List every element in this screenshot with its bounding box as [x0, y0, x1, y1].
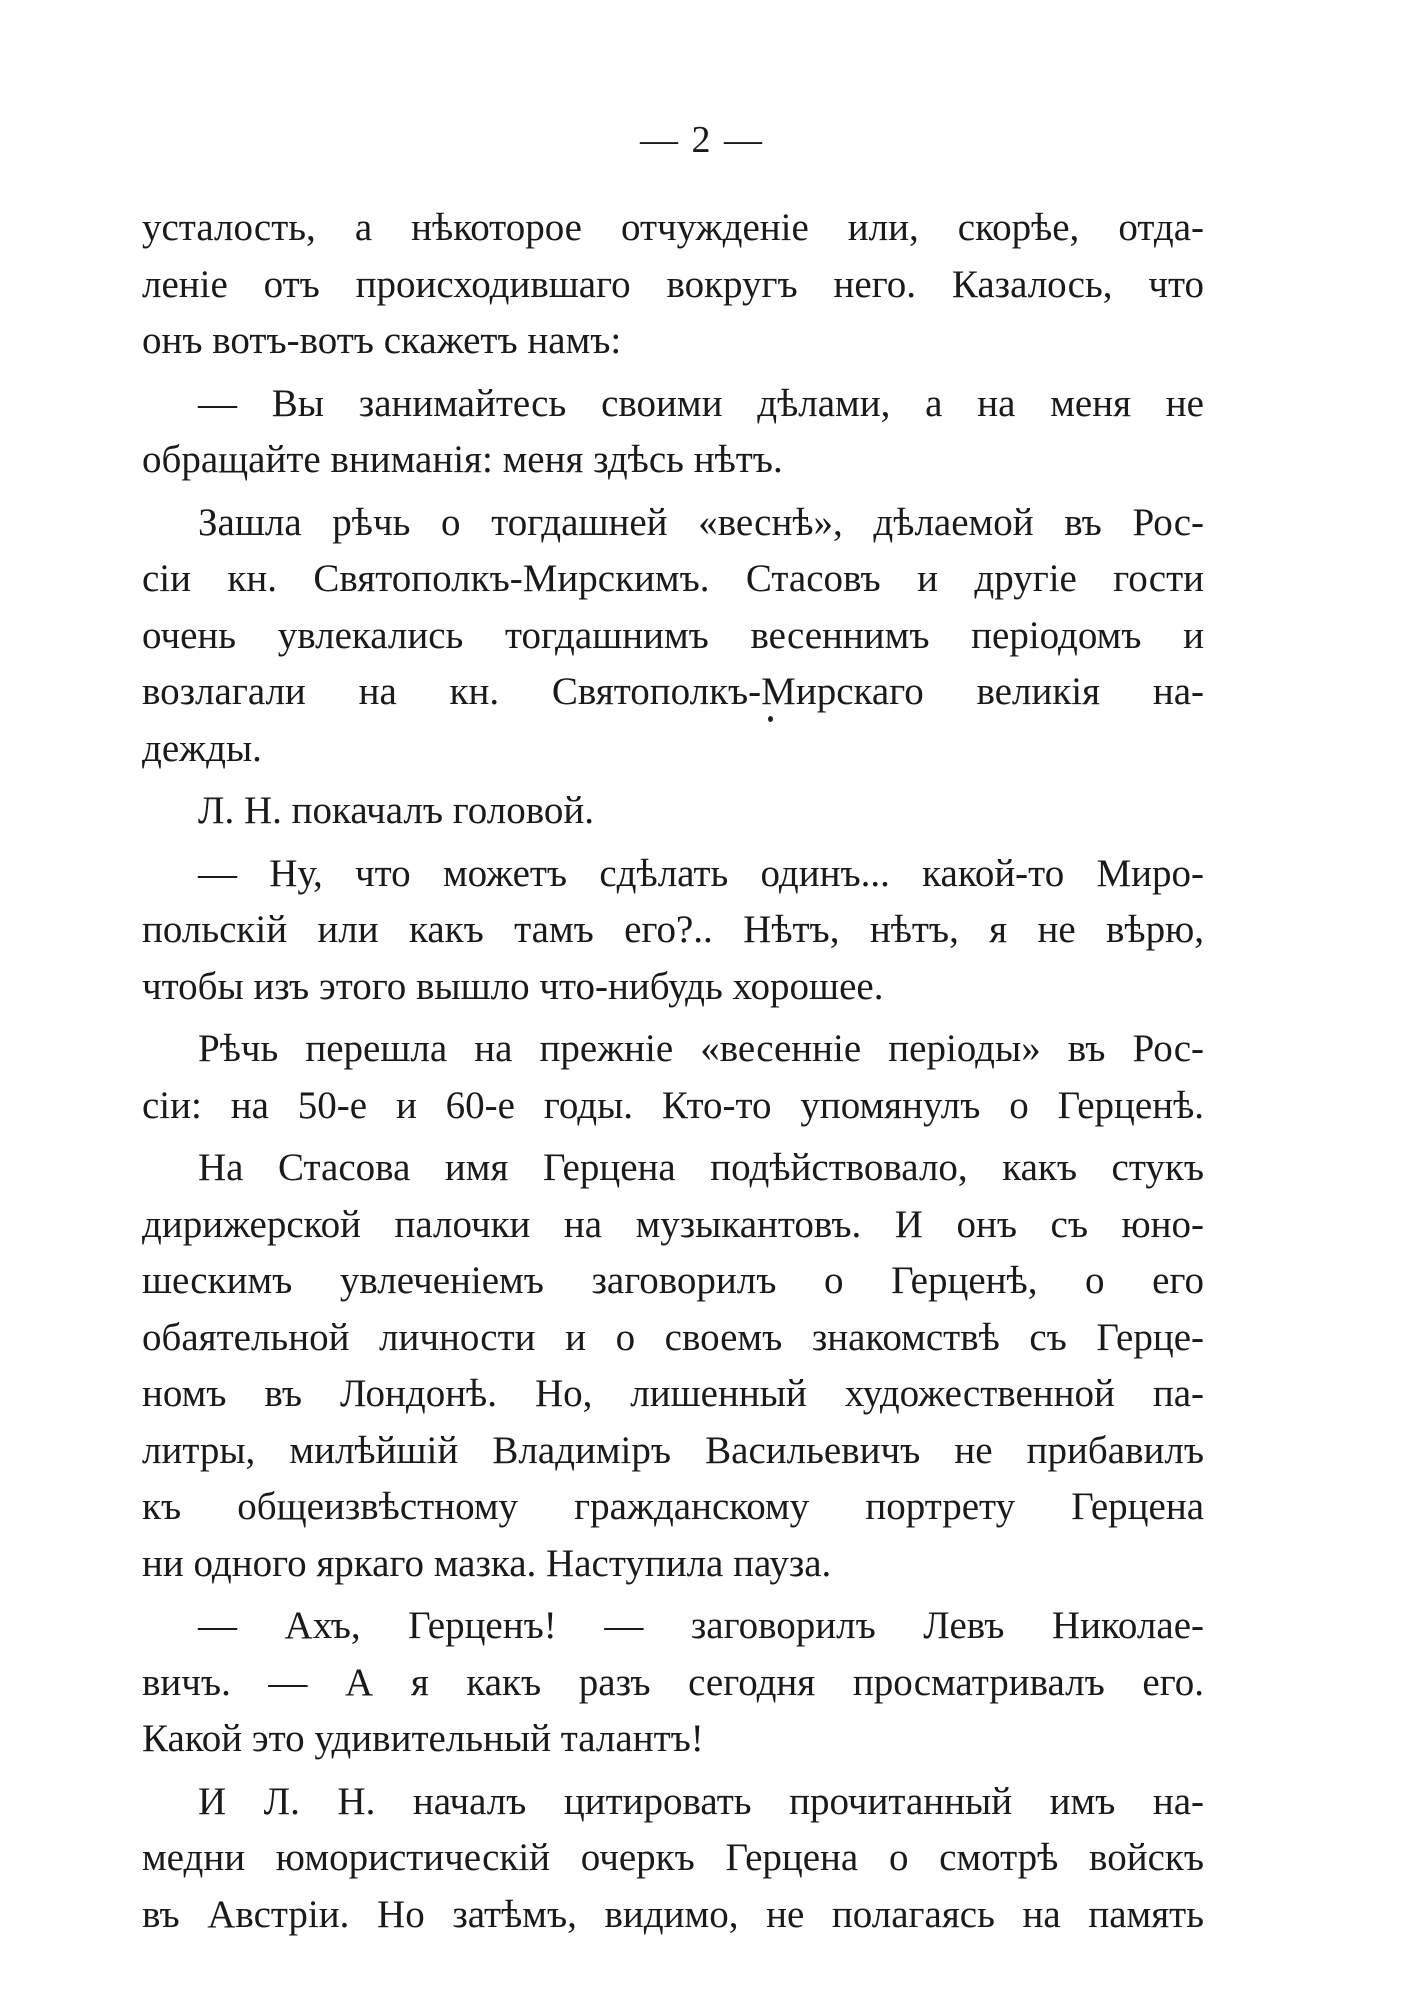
text-line: Какой это удивительный талантъ!	[142, 1717, 704, 1760]
text-line: сіи кн. Святополкъ-Мирскимъ. Стасовъ и другіе гости	[142, 557, 1204, 600]
text-line: къ общеизвѣстному гражданскому портрету Герцена	[142, 1485, 1204, 1528]
text-line: Зашла рѣчь о тогдашней «веснѣ», дѣлаемой въ Рос-	[198, 500, 1204, 544]
text-line: очень увлекались тогдашнимъ весеннимъ періодомъ и	[142, 613, 1204, 657]
text-line: леніе отъ происходившаго вокругъ него. Казалось, что	[142, 262, 1204, 306]
text-line: Л. Н. покачалъ головой.	[198, 789, 594, 832]
text-line: вичъ. — А я какъ разъ сегодня просматривалъ его.	[142, 1660, 1204, 1704]
text-line: И Л. Н. началъ цитировать прочитанный имъ на-	[198, 1779, 1204, 1823]
body-text	[142, 200, 1204, 1943]
text-line: медни юмористическій очеркъ Герцена о смотрѣ войскъ	[142, 1836, 1204, 1879]
text-line: въ Австріи. Но затѣмъ, видимо, не полагаясь на память	[142, 1892, 1204, 1936]
text-line: сіи: на 50-е и 60-е годы. Кто-то упомянулъ о Герценѣ.	[142, 1083, 1204, 1127]
text-line: ни одного яркаго мазка. Наступила пауза.	[142, 1541, 832, 1585]
text-line: обаятельной личности и о своемъ знакомствѣ съ Герце-	[142, 1315, 1204, 1359]
ink-speck	[768, 716, 773, 722]
text-line: номъ въ Лондонѣ. Но, лишенный художественной па-	[142, 1372, 1204, 1415]
text-line: Рѣчь перешла на прежніе «весенніе періоды» въ Рос-	[198, 1027, 1204, 1070]
text-line: возлагали на кн. Святополкъ-Мирскаго великія на-	[142, 670, 1204, 713]
text-line: усталость, а нѣкоторое отчужденіе или, скорѣе, отда-	[142, 206, 1204, 249]
page-number: — 2 —	[640, 119, 764, 161]
text-line: дирижерской палочки на музыкантовъ. И онъ съ юно-	[142, 1202, 1204, 1246]
text-line: шескимъ увлеченіемъ заговорилъ о Герценѣ, о его	[142, 1259, 1204, 1302]
text-line: онъ вотъ-вотъ скажетъ намъ:	[142, 319, 622, 362]
text-line: обращайте вниманія: меня здѣсь нѣтъ.	[142, 438, 783, 481]
text-line: литры, милѣйшій Владиміръ Васильевичъ не прибавилъ	[142, 1428, 1204, 1472]
text-line: дежды.	[142, 726, 262, 770]
text-line: — Ну, что можетъ сдѣлать одинъ... какой-то Миро-	[198, 851, 1204, 895]
text-line: — Ахъ, Герценъ! — заговорилъ Левъ Николае-	[198, 1604, 1204, 1647]
text-line: чтобы изъ этого вышло что-нибудь хорошее.	[142, 964, 884, 1008]
text-line: На Стасова имя Герцена подѣйствовало, какъ стукъ	[198, 1146, 1204, 1189]
text-line: польскій или какъ тамъ его?.. Нѣтъ, нѣтъ, я не вѣрю,	[142, 908, 1204, 951]
text-line: — Вы занимайтесь своими дѣлами, а на меня не	[198, 381, 1204, 425]
